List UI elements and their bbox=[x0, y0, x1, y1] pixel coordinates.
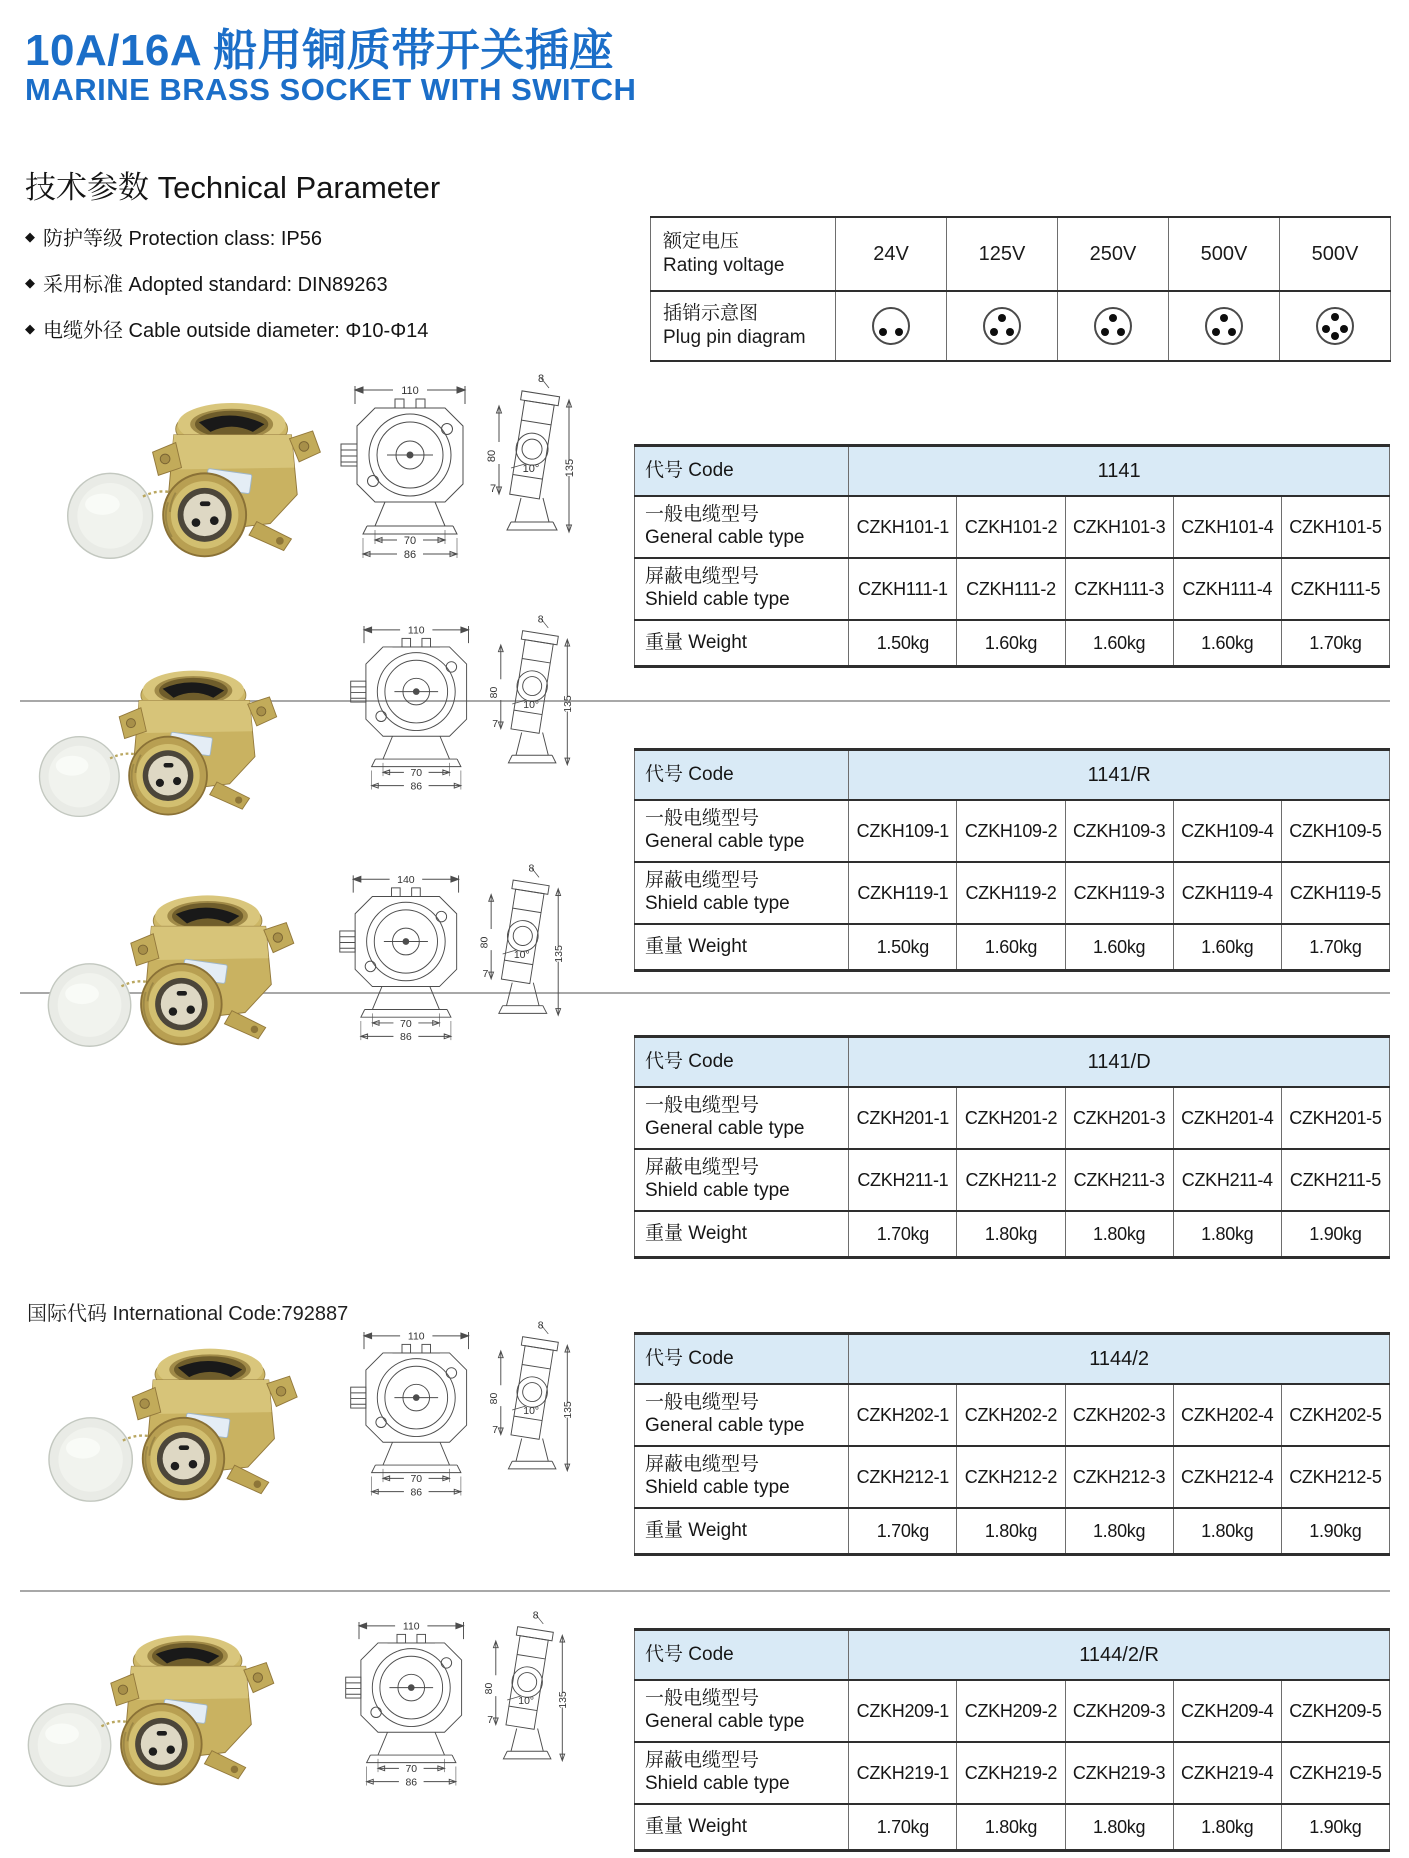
weight-cell: 1.60kg bbox=[1065, 620, 1173, 667]
bullet-adopted-standard bbox=[25, 268, 545, 297]
general-type-cell: CZKH101-4 bbox=[1173, 496, 1281, 558]
code-value-cell: 1141/R bbox=[849, 750, 1390, 801]
svg-text:86: 86 bbox=[400, 1031, 412, 1044]
product-photo bbox=[20, 1612, 284, 1790]
row-label: 重量 Weight bbox=[635, 1508, 849, 1555]
dimension-drawing bbox=[345, 612, 573, 794]
bullet-text: 防护等级 Protection class: IP56 bbox=[43, 228, 322, 250]
shield-type-cell: CZKH211-3 bbox=[1065, 1149, 1173, 1211]
weight-cell: 1.90kg bbox=[1281, 1211, 1389, 1258]
plug-pin-icon bbox=[1316, 307, 1354, 345]
shield-type-cell: CZKH119-1 bbox=[849, 862, 957, 924]
row-label: 一般电缆型号 General cable type bbox=[635, 800, 849, 862]
general-type-cell: CZKH209-2 bbox=[957, 1680, 1065, 1742]
svg-text:8: 8 bbox=[532, 1610, 539, 1622]
plug-pin-diagram-label: 插销示意图 Plug pin diagram bbox=[651, 291, 836, 361]
shield-type-cell: CZKH212-1 bbox=[849, 1446, 957, 1508]
svg-text:10°: 10° bbox=[523, 699, 540, 711]
dimension-drawing bbox=[335, 372, 575, 562]
general-type-cell: CZKH101-2 bbox=[957, 496, 1065, 558]
page-subtitle: MARINE BRASS SOCKET WITH SWITCH bbox=[25, 72, 637, 107]
shield-type-cell: CZKH211-1 bbox=[849, 1149, 957, 1211]
voltage-cell: 125V bbox=[947, 217, 1058, 291]
svg-text:70: 70 bbox=[410, 768, 423, 780]
shield-type-cell: CZKH219-1 bbox=[849, 1742, 957, 1804]
svg-text:8: 8 bbox=[537, 373, 545, 385]
row-label: 重量 Weight bbox=[635, 924, 849, 971]
general-type-cell: CZKH109-4 bbox=[1173, 800, 1281, 862]
row-label: 代号 Code bbox=[635, 1334, 849, 1385]
svg-text:86: 86 bbox=[410, 781, 423, 793]
row-label: 代号 Code bbox=[635, 1037, 849, 1088]
shield-type-cell: CZKH219-2 bbox=[957, 1742, 1065, 1804]
general-type-cell: CZKH202-4 bbox=[1173, 1384, 1281, 1446]
plug-pin-cell bbox=[947, 291, 1058, 361]
shield-type-cell: CZKH119-2 bbox=[957, 862, 1065, 924]
general-type-cell: CZKH209-4 bbox=[1173, 1680, 1281, 1742]
svg-text:140: 140 bbox=[397, 874, 415, 887]
svg-text:7: 7 bbox=[489, 483, 497, 495]
bullet-text: 电缆外径 Cable outside diameter: Φ10-Φ14 bbox=[43, 320, 429, 342]
product-table-1144-2R bbox=[634, 1628, 1390, 1852]
general-type-cell: CZKH209-1 bbox=[849, 1680, 957, 1742]
plug-pin-cell bbox=[1058, 291, 1169, 361]
weight-cell: 1.70kg bbox=[849, 1211, 957, 1258]
weight-cell: 1.80kg bbox=[1065, 1804, 1173, 1851]
svg-text:110: 110 bbox=[407, 625, 425, 637]
svg-text:135: 135 bbox=[564, 458, 575, 478]
product-table-1141R bbox=[634, 748, 1390, 972]
svg-text:110: 110 bbox=[402, 1621, 420, 1633]
general-type-cell: CZKH109-3 bbox=[1065, 800, 1173, 862]
plug-pin-icon bbox=[1094, 307, 1132, 345]
svg-text:7: 7 bbox=[492, 718, 499, 730]
svg-text:8: 8 bbox=[528, 862, 535, 875]
shield-type-cell: CZKH211-5 bbox=[1281, 1149, 1389, 1211]
shield-type-cell: CZKH111-1 bbox=[849, 558, 957, 620]
weight-cell: 1.70kg bbox=[1281, 924, 1389, 971]
weight-cell: 1.60kg bbox=[1065, 924, 1173, 971]
row-label: 一般电缆型号 General cable type bbox=[635, 1384, 849, 1446]
row-label: 屏蔽电缆型号 Shield cable type bbox=[635, 1446, 849, 1508]
svg-text:7: 7 bbox=[492, 1424, 499, 1436]
weight-cell: 1.60kg bbox=[957, 620, 1065, 667]
shield-type-cell: CZKH111-5 bbox=[1281, 558, 1389, 620]
weight-cell: 1.60kg bbox=[1173, 924, 1281, 971]
shield-type-cell: CZKH219-3 bbox=[1065, 1742, 1173, 1804]
svg-text:7: 7 bbox=[487, 1714, 494, 1726]
weight-cell: 1.80kg bbox=[1065, 1508, 1173, 1555]
row-label: 重量 Weight bbox=[635, 620, 849, 667]
shield-type-cell: CZKH212-2 bbox=[957, 1446, 1065, 1508]
dimension-drawing bbox=[340, 1608, 568, 1790]
row-label: 一般电缆型号 General cable type bbox=[635, 1680, 849, 1742]
plug-pin-icon bbox=[872, 307, 910, 345]
general-type-cell: CZKH101-5 bbox=[1281, 496, 1389, 558]
plug-pin-icon bbox=[983, 307, 1021, 345]
product-photo bbox=[40, 1325, 308, 1505]
row-label: 屏蔽电缆型号 Shield cable type bbox=[635, 1742, 849, 1804]
shield-type-cell: CZKH212-5 bbox=[1281, 1446, 1389, 1508]
general-type-cell: CZKH202-3 bbox=[1065, 1384, 1173, 1446]
general-type-cell: CZKH109-2 bbox=[957, 800, 1065, 862]
svg-text:86: 86 bbox=[405, 1777, 418, 1789]
general-type-cell: CZKH201-4 bbox=[1173, 1087, 1281, 1149]
product-photo bbox=[40, 872, 304, 1050]
tech-parameter-heading: 技术参数 Technical Parameter bbox=[25, 170, 441, 205]
plug-pin-icon bbox=[1205, 307, 1243, 345]
voltage-cell: 250V bbox=[1058, 217, 1169, 291]
weight-cell: 1.90kg bbox=[1281, 1804, 1389, 1851]
tech-parameter-list bbox=[25, 222, 545, 360]
svg-text:10°: 10° bbox=[523, 1405, 540, 1417]
dimension-drawing bbox=[345, 1318, 573, 1500]
shield-type-cell: CZKH111-4 bbox=[1173, 558, 1281, 620]
svg-text:110: 110 bbox=[407, 1331, 425, 1343]
international-code: 国际代码 International Code:792887 bbox=[27, 1303, 349, 1325]
weight-cell: 1.70kg bbox=[849, 1508, 957, 1555]
weight-cell: 1.80kg bbox=[1173, 1804, 1281, 1851]
product-table-1144-2 bbox=[634, 1332, 1390, 1556]
general-type-cell: CZKH202-5 bbox=[1281, 1384, 1389, 1446]
weight-cell: 1.60kg bbox=[957, 924, 1065, 971]
weight-cell: 1.70kg bbox=[849, 1804, 957, 1851]
product-photo bbox=[30, 648, 288, 820]
code-value-cell: 1141/D bbox=[849, 1037, 1390, 1088]
plug-pin-cell bbox=[836, 291, 947, 361]
weight-cell: 1.80kg bbox=[1173, 1211, 1281, 1258]
svg-text:80: 80 bbox=[489, 686, 500, 699]
shield-type-cell: CZKH219-5 bbox=[1281, 1742, 1389, 1804]
shield-type-cell: CZKH111-3 bbox=[1065, 558, 1173, 620]
svg-text:80: 80 bbox=[486, 449, 498, 463]
weight-cell: 1.50kg bbox=[849, 924, 957, 971]
shield-type-cell: CZKH119-5 bbox=[1281, 862, 1389, 924]
svg-text:10°: 10° bbox=[522, 463, 540, 475]
voltage-cell: 500V bbox=[1280, 217, 1391, 291]
rating-voltage-label: 额定电压 Rating voltage bbox=[651, 217, 836, 291]
voltage-cell: 24V bbox=[836, 217, 947, 291]
general-type-cell: CZKH109-5 bbox=[1281, 800, 1389, 862]
svg-text:135: 135 bbox=[563, 1401, 573, 1419]
voltage-cell: 500V bbox=[1169, 217, 1280, 291]
code-value-cell: 1144/2 bbox=[849, 1334, 1390, 1385]
shield-type-cell: CZKH119-4 bbox=[1173, 862, 1281, 924]
svg-text:70: 70 bbox=[405, 1764, 418, 1776]
svg-text:86: 86 bbox=[403, 549, 417, 561]
weight-cell: 1.80kg bbox=[957, 1211, 1065, 1258]
svg-text:8: 8 bbox=[537, 614, 544, 626]
row-label: 代号 Code bbox=[635, 750, 849, 801]
shield-type-cell: CZKH212-3 bbox=[1065, 1446, 1173, 1508]
svg-text:80: 80 bbox=[478, 936, 491, 949]
svg-text:70: 70 bbox=[400, 1017, 412, 1030]
general-type-cell: CZKH201-3 bbox=[1065, 1087, 1173, 1149]
general-type-cell: CZKH201-1 bbox=[849, 1087, 957, 1149]
row-label: 一般电缆型号 General cable type bbox=[635, 1087, 849, 1149]
bullet-diamond-icon: ◆ bbox=[25, 228, 35, 244]
general-type-cell: CZKH201-2 bbox=[957, 1087, 1065, 1149]
dimension-drawing bbox=[333, 862, 565, 1044]
row-label: 屏蔽电缆型号 Shield cable type bbox=[635, 558, 849, 620]
svg-text:135: 135 bbox=[553, 945, 565, 963]
general-type-cell: CZKH101-3 bbox=[1065, 496, 1173, 558]
general-type-cell: CZKH202-2 bbox=[957, 1384, 1065, 1446]
svg-text:10°: 10° bbox=[513, 948, 530, 961]
bullet-cable-diameter bbox=[25, 314, 545, 343]
plug-pin-cell bbox=[1280, 291, 1391, 361]
row-label: 一般电缆型号 General cable type bbox=[635, 496, 849, 558]
svg-text:110: 110 bbox=[401, 385, 419, 397]
section-divider bbox=[20, 1590, 1390, 1592]
shield-type-cell: CZKH119-3 bbox=[1065, 862, 1173, 924]
row-label: 重量 Weight bbox=[635, 1211, 849, 1258]
row-label: 代号 Code bbox=[635, 446, 849, 497]
svg-text:7: 7 bbox=[482, 967, 489, 980]
svg-text:80: 80 bbox=[489, 1392, 500, 1405]
bullet-diamond-icon: ◆ bbox=[25, 320, 35, 336]
shield-type-cell: CZKH212-4 bbox=[1173, 1446, 1281, 1508]
bullet-text: 采用标准 Adopted standard: DIN89263 bbox=[43, 274, 388, 296]
rating-voltage-table bbox=[650, 216, 1391, 362]
weight-cell: 1.80kg bbox=[1173, 1508, 1281, 1555]
weight-cell: 1.90kg bbox=[1281, 1508, 1389, 1555]
svg-text:8: 8 bbox=[537, 1320, 544, 1332]
shield-type-cell: CZKH211-2 bbox=[957, 1149, 1065, 1211]
weight-cell: 1.60kg bbox=[1173, 620, 1281, 667]
bullet-diamond-icon: ◆ bbox=[25, 274, 35, 290]
svg-text:135: 135 bbox=[558, 1691, 568, 1709]
plug-pin-cell bbox=[1169, 291, 1280, 361]
svg-text:80: 80 bbox=[484, 1682, 495, 1695]
svg-text:135: 135 bbox=[563, 695, 573, 713]
general-type-cell: CZKH209-5 bbox=[1281, 1680, 1389, 1742]
weight-cell: 1.80kg bbox=[957, 1804, 1065, 1851]
general-type-cell: CZKH209-3 bbox=[1065, 1680, 1173, 1742]
row-label: 代号 Code bbox=[635, 1630, 849, 1681]
row-label: 屏蔽电缆型号 Shield cable type bbox=[635, 862, 849, 924]
shield-type-cell: CZKH111-2 bbox=[957, 558, 1065, 620]
code-value-cell: 1141 bbox=[849, 446, 1390, 497]
shield-type-cell: CZKH219-4 bbox=[1173, 1742, 1281, 1804]
general-type-cell: CZKH101-1 bbox=[849, 496, 957, 558]
shield-type-cell: CZKH211-4 bbox=[1173, 1149, 1281, 1211]
bullet-protection-class bbox=[25, 222, 545, 251]
row-label: 重量 Weight bbox=[635, 1804, 849, 1851]
row-label: 屏蔽电缆型号 Shield cable type bbox=[635, 1149, 849, 1211]
weight-cell: 1.70kg bbox=[1281, 620, 1389, 667]
svg-text:70: 70 bbox=[403, 535, 417, 547]
svg-text:70: 70 bbox=[410, 1474, 423, 1486]
code-value-cell: 1144/2/R bbox=[849, 1630, 1390, 1681]
general-type-cell: CZKH109-1 bbox=[849, 800, 957, 862]
page-title: 10A/16A 船用铜质带开关插座 bbox=[25, 26, 614, 75]
product-table-1141 bbox=[634, 444, 1390, 668]
svg-text:10°: 10° bbox=[518, 1695, 535, 1707]
weight-cell: 1.50kg bbox=[849, 620, 957, 667]
weight-cell: 1.80kg bbox=[1065, 1211, 1173, 1258]
general-type-cell: CZKH202-1 bbox=[849, 1384, 957, 1446]
product-table-1141D bbox=[634, 1035, 1390, 1259]
product-photo bbox=[60, 378, 330, 563]
general-type-cell: CZKH201-5 bbox=[1281, 1087, 1389, 1149]
svg-text:86: 86 bbox=[410, 1487, 423, 1499]
weight-cell: 1.80kg bbox=[957, 1508, 1065, 1555]
